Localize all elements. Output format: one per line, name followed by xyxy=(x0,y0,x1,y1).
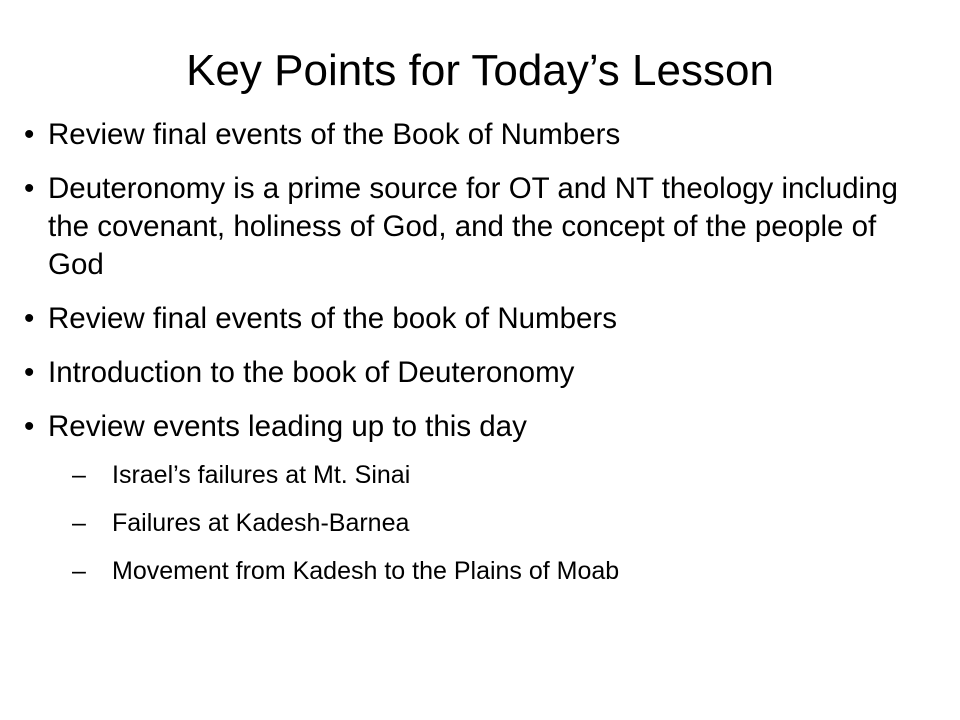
dash-glyph: – xyxy=(72,557,86,585)
sub-bullet-text: Israel’s failures at Mt. Sinai xyxy=(112,461,411,489)
slide-title: Key Points for Today’s Lesson xyxy=(186,46,774,95)
bullet-list xyxy=(24,116,928,602)
bullet-text: Review events leading up to this day xyxy=(48,410,527,443)
dash-glyph: – xyxy=(72,509,86,537)
bullet-item xyxy=(24,408,928,446)
bullet-glyph: • xyxy=(24,356,35,389)
bullet-text: Review final events of the book of Numbers xyxy=(48,302,617,335)
sub-bullet-item xyxy=(72,506,928,540)
bullet-glyph: • xyxy=(24,302,35,335)
bullet-glyph: • xyxy=(24,410,35,443)
dash-glyph: – xyxy=(72,461,86,489)
bullet-item xyxy=(24,170,928,284)
sub-bullet-item xyxy=(72,458,928,492)
bullet-text: Introduction to the book of Deuteronomy xyxy=(48,356,575,389)
bullet-glyph: • xyxy=(24,118,35,151)
bullet-item xyxy=(24,354,928,392)
bullet-text: Deuteronomy is a prime source for OT and NT theology including the covenant, holiness of God, and the concept of the people of God xyxy=(48,172,898,281)
sub-bullet-text: Failures at Kadesh-Barnea xyxy=(112,509,410,537)
sub-bullet-text: Movement from Kadesh to the Plains of Moab xyxy=(112,557,620,585)
sub-bullet-list xyxy=(48,458,928,588)
bullet-item xyxy=(24,116,928,154)
sub-bullet-item xyxy=(72,554,928,588)
bullet-item xyxy=(24,300,928,338)
bullet-glyph: • xyxy=(24,172,35,205)
bullet-text: Review final events of the Book of Numbers xyxy=(48,118,621,151)
